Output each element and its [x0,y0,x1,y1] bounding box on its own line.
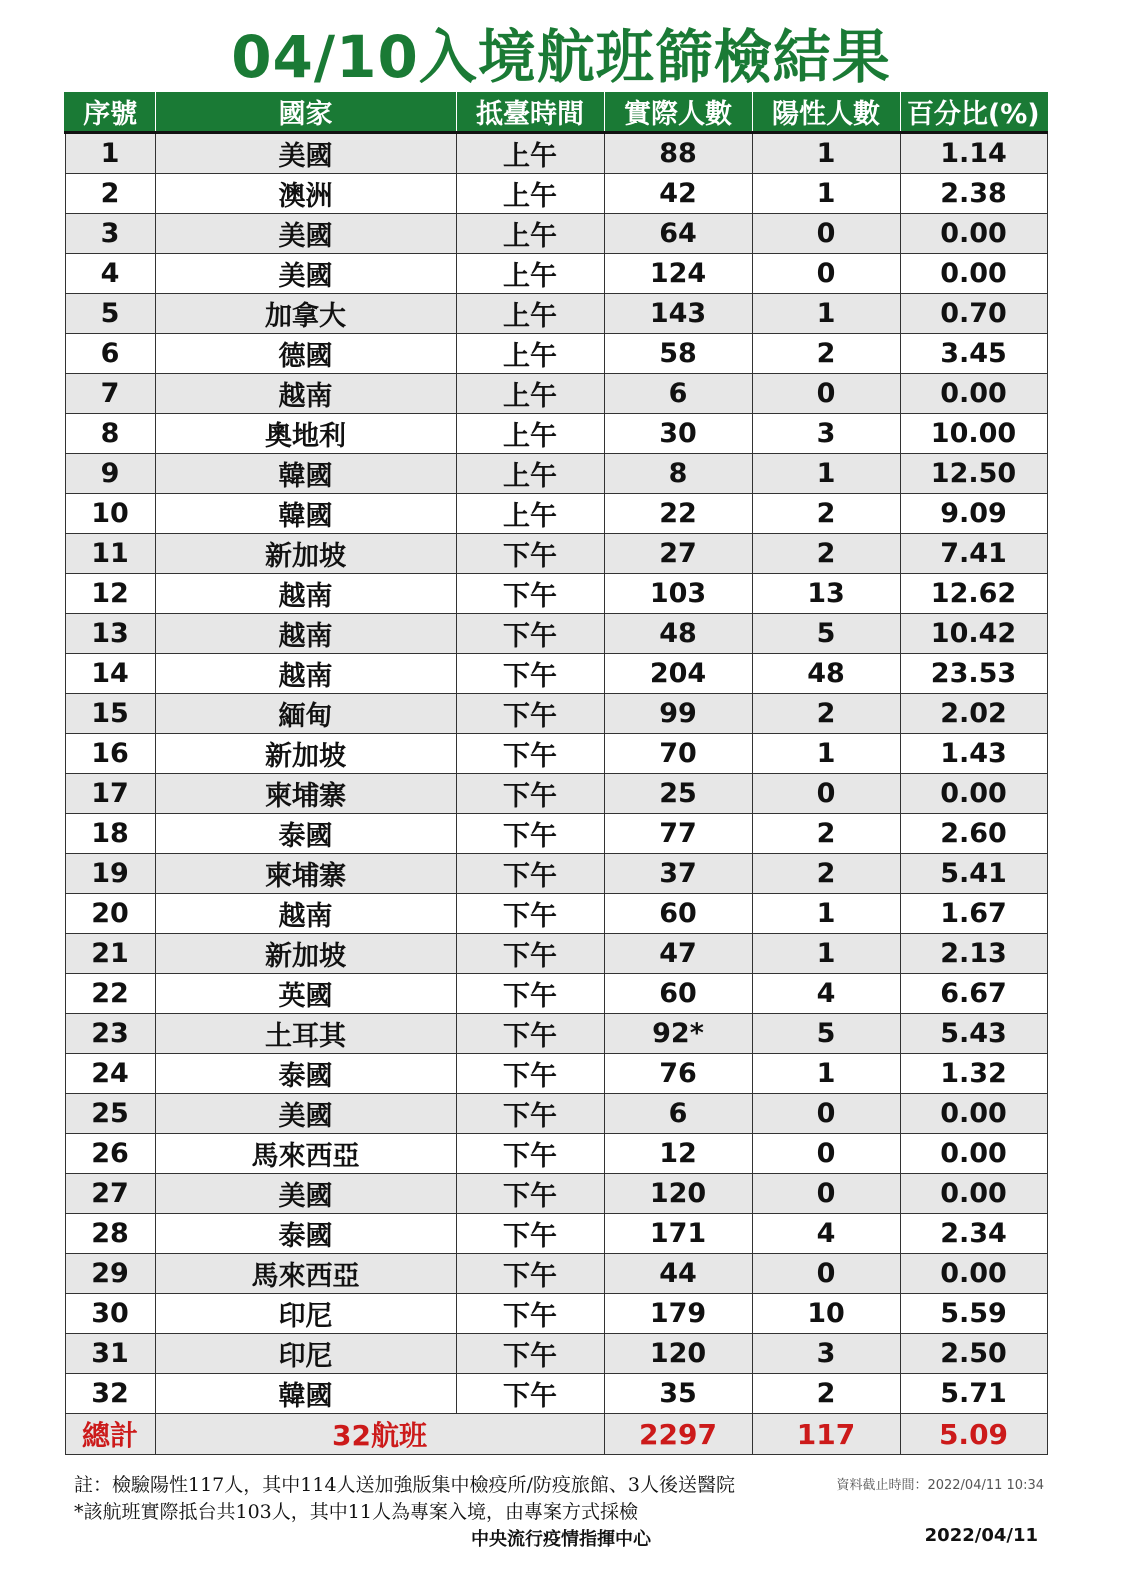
cell-positive-count: 2 [752,814,900,854]
cell-actual-count: 48 [604,614,752,654]
table-row [65,133,1047,174]
total-percent: 5.09 [900,1414,1047,1455]
cell-serial: 17 [65,774,155,814]
cell-arrival-time: 上午 [456,494,604,534]
cell-country: 美國 [155,254,456,294]
cell-serial: 6 [65,334,155,374]
cell-serial: 15 [65,694,155,734]
cell-percentage: 23.53 [900,654,1047,694]
cell-serial: 13 [65,614,155,654]
cell-actual-count: 77 [604,814,752,854]
header-arrival-time: 抵臺時間 [456,92,604,133]
cell-arrival-time: 上午 [456,414,604,454]
cell-country: 越南 [155,614,456,654]
cell-arrival-time: 上午 [456,374,604,414]
cell-arrival-time: 下午 [456,974,604,1014]
cell-positive-count: 0 [752,1094,900,1134]
cell-arrival-time: 下午 [456,1214,604,1254]
cell-serial: 7 [65,374,155,414]
cell-percentage: 0.00 [900,1094,1047,1134]
page-title: 04/10入境航班篩檢結果 [231,23,891,91]
cell-serial: 16 [65,734,155,774]
cell-positive-count: 3 [752,1334,900,1374]
cell-country: 泰國 [155,1214,456,1254]
cell-percentage: 5.71 [900,1374,1047,1414]
cell-arrival-time: 上午 [456,334,604,374]
table-row [65,934,1047,974]
cell-positive-count: 1 [752,133,900,174]
cell-positive-count: 2 [752,494,900,534]
cell-serial: 8 [65,414,155,454]
data-cutoff-time: 資料截止時間：2022/04/11 10:34 [836,1478,1044,1493]
cell-actual-count: 30 [604,414,752,454]
cell-arrival-time: 下午 [456,614,604,654]
cell-positive-count: 1 [752,734,900,774]
cell-percentage: 2.13 [900,934,1047,974]
cell-positive-count: 4 [752,974,900,1014]
cell-serial: 30 [65,1294,155,1334]
cell-percentage: 2.60 [900,814,1047,854]
cell-actual-count: 58 [604,334,752,374]
cell-country: 奧地利 [155,414,456,454]
cell-arrival-time: 下午 [456,774,604,814]
cell-serial: 20 [65,894,155,934]
cell-actual-count: 37 [604,854,752,894]
cell-country: 美國 [155,133,456,174]
cell-actual-count: 60 [604,974,752,1014]
cell-country: 緬甸 [155,694,456,734]
table-row [65,214,1047,254]
table-row [65,734,1047,774]
cell-positive-count: 2 [752,1374,900,1414]
cell-percentage: 0.00 [900,214,1047,254]
cell-positive-count: 2 [752,694,900,734]
cell-arrival-time: 下午 [456,814,604,854]
cell-positive-count: 1 [752,894,900,934]
table-row [65,374,1047,414]
cell-arrival-time: 下午 [456,1134,604,1174]
cell-arrival-time: 下午 [456,1254,604,1294]
cell-actual-count: 76 [604,1054,752,1094]
cell-actual-count: 6 [604,1094,752,1134]
footnotes [74,1472,735,1526]
cell-arrival-time: 下午 [456,534,604,574]
cell-serial: 32 [65,1374,155,1414]
cell-positive-count: 1 [752,1054,900,1094]
total-row [65,1414,1047,1455]
cell-percentage: 12.50 [900,454,1047,494]
cell-arrival-time: 上午 [456,454,604,494]
cell-serial: 31 [65,1334,155,1374]
cell-country: 加拿大 [155,294,456,334]
cell-actual-count: 47 [604,934,752,974]
cell-serial: 28 [65,1214,155,1254]
cell-country: 美國 [155,214,456,254]
cell-country: 新加坡 [155,934,456,974]
cell-positive-count: 0 [752,1254,900,1294]
cell-country: 韓國 [155,454,456,494]
table-row [65,774,1047,814]
cell-positive-count: 2 [752,854,900,894]
cell-positive-count: 0 [752,374,900,414]
cell-serial: 2 [65,174,155,214]
cell-country: 德國 [155,334,456,374]
cell-serial: 3 [65,214,155,254]
cell-serial: 26 [65,1134,155,1174]
issuing-agency: 中央流行疫情指揮中心 [471,1529,651,1550]
cell-percentage: 10.42 [900,614,1047,654]
cell-positive-count: 13 [752,574,900,614]
cell-serial: 14 [65,654,155,694]
cell-arrival-time: 下午 [456,654,604,694]
cell-positive-count: 1 [752,174,900,214]
cell-actual-count: 92* [604,1014,752,1054]
cell-serial: 23 [65,1014,155,1054]
cell-arrival-time: 下午 [456,1054,604,1094]
cell-percentage: 2.50 [900,1334,1047,1374]
total-positive: 117 [752,1414,900,1455]
cell-serial: 9 [65,454,155,494]
cell-arrival-time: 下午 [456,934,604,974]
cell-positive-count: 2 [752,334,900,374]
cell-arrival-time: 下午 [456,894,604,934]
table-row [65,854,1047,894]
cell-arrival-time: 上午 [456,214,604,254]
cell-positive-count: 2 [752,534,900,574]
cell-actual-count: 204 [604,654,752,694]
header-country: 國家 [155,92,456,133]
table-row [65,1014,1047,1054]
cell-positive-count: 48 [752,654,900,694]
cell-positive-count: 10 [752,1294,900,1334]
cell-actual-count: 143 [604,294,752,334]
cell-percentage: 12.62 [900,574,1047,614]
cell-arrival-time: 下午 [456,1174,604,1214]
cell-country: 馬來西亞 [155,1134,456,1174]
cell-percentage: 0.00 [900,374,1047,414]
cell-country: 越南 [155,894,456,934]
cell-positive-count: 4 [752,1214,900,1254]
cell-country: 韓國 [155,1374,456,1414]
cell-percentage: 0.00 [900,1134,1047,1174]
cell-percentage: 7.41 [900,534,1047,574]
cell-serial: 12 [65,574,155,614]
table-row [65,694,1047,734]
cell-percentage: 2.38 [900,174,1047,214]
cell-arrival-time: 下午 [456,574,604,614]
cell-percentage: 0.70 [900,294,1047,334]
total-passengers: 2297 [604,1414,752,1455]
cell-actual-count: 60 [604,894,752,934]
cell-serial: 11 [65,534,155,574]
header-positive-count: 陽性人數 [752,92,900,133]
cell-actual-count: 120 [604,1174,752,1214]
table-row [65,1174,1047,1214]
publish-date: 2022/04/11 [924,1525,1038,1546]
cell-country: 印尼 [155,1294,456,1334]
cell-country: 越南 [155,574,456,614]
cell-percentage: 9.09 [900,494,1047,534]
table-row [65,1334,1047,1374]
cell-country: 新加坡 [155,534,456,574]
table-row [65,1214,1047,1254]
table-row [65,654,1047,694]
footnote-positive-disposition: 註：檢驗陽性117人，其中114人送加強版集中檢疫所/防疫旅館、3人後送醫院 [74,1474,736,1496]
cell-percentage: 1.32 [900,1054,1047,1094]
table-row [65,1134,1047,1174]
cell-country: 土耳其 [155,1014,456,1054]
table-row [65,494,1047,534]
cell-percentage: 1.67 [900,894,1047,934]
cell-actual-count: 70 [604,734,752,774]
table-row [65,414,1047,454]
cell-percentage: 6.67 [900,974,1047,1014]
table-body [65,133,1047,1414]
cell-percentage: 2.02 [900,694,1047,734]
total-flights: 32航班 [155,1414,604,1455]
cell-actual-count: 12 [604,1134,752,1174]
table-row [65,534,1047,574]
cell-arrival-time: 下午 [456,694,604,734]
cell-arrival-time: 上午 [456,174,604,214]
cell-percentage: 1.14 [900,133,1047,174]
cell-serial: 25 [65,1094,155,1134]
cell-serial: 1 [65,133,155,174]
cell-country: 越南 [155,654,456,694]
cell-arrival-time: 下午 [456,854,604,894]
cell-percentage: 0.00 [900,1174,1047,1214]
cell-serial: 19 [65,854,155,894]
cell-serial: 27 [65,1174,155,1214]
cell-percentage: 10.00 [900,414,1047,454]
screening-results-table [64,92,1048,1455]
footnote-flight-asterisk: *該航班實際抵台共103人，其中11人為專案入境，由專案方式採檢 [74,1501,638,1523]
table-row [65,454,1047,494]
cell-country: 印尼 [155,1334,456,1374]
cell-actual-count: 99 [604,694,752,734]
cell-country: 韓國 [155,494,456,534]
table-row [65,294,1047,334]
cell-actual-count: 88 [604,133,752,174]
cell-positive-count: 1 [752,934,900,974]
cell-arrival-time: 下午 [456,1334,604,1374]
cell-percentage: 0.00 [900,254,1047,294]
cell-country: 泰國 [155,814,456,854]
cell-positive-count: 3 [752,414,900,454]
header-serial: 序號 [65,92,155,133]
cell-country: 美國 [155,1094,456,1134]
table-row [65,174,1047,214]
cell-positive-count: 0 [752,774,900,814]
cell-actual-count: 64 [604,214,752,254]
cell-arrival-time: 下午 [456,1014,604,1054]
cell-percentage: 0.00 [900,1254,1047,1294]
table-row [65,1294,1047,1334]
cell-percentage: 5.41 [900,854,1047,894]
cell-country: 越南 [155,374,456,414]
cell-positive-count: 1 [752,294,900,334]
cell-actual-count: 179 [604,1294,752,1334]
table-header-row [65,92,1047,133]
cell-positive-count: 0 [752,1174,900,1214]
cell-arrival-time: 下午 [456,734,604,774]
table-row [65,814,1047,854]
cell-percentage: 5.43 [900,1014,1047,1054]
cell-actual-count: 42 [604,174,752,214]
cell-serial: 22 [65,974,155,1014]
cell-actual-count: 6 [604,374,752,414]
cell-serial: 5 [65,294,155,334]
cell-arrival-time: 上午 [456,254,604,294]
cell-percentage: 2.34 [900,1214,1047,1254]
cell-actual-count: 44 [604,1254,752,1294]
cell-country: 澳洲 [155,174,456,214]
cell-actual-count: 8 [604,454,752,494]
cell-actual-count: 171 [604,1214,752,1254]
table-row [65,334,1047,374]
cell-country: 美國 [155,1174,456,1214]
table-row [65,574,1047,614]
cell-actual-count: 22 [604,494,752,534]
table-row [65,1054,1047,1094]
cell-percentage: 3.45 [900,334,1047,374]
table-row [65,1374,1047,1414]
cell-country: 泰國 [155,1054,456,1094]
table-row [65,614,1047,654]
cell-country: 柬埔寨 [155,854,456,894]
table-row [65,254,1047,294]
cell-country: 柬埔寨 [155,774,456,814]
cell-serial: 18 [65,814,155,854]
cell-actual-count: 27 [604,534,752,574]
table-row [65,1254,1047,1294]
cell-country: 馬來西亞 [155,1254,456,1294]
cell-positive-count: 0 [752,254,900,294]
table-row [65,1094,1047,1134]
cell-arrival-time: 下午 [456,1374,604,1414]
cell-country: 英國 [155,974,456,1014]
cell-actual-count: 103 [604,574,752,614]
cell-arrival-time: 下午 [456,1094,604,1134]
table-row [65,894,1047,934]
cell-serial: 10 [65,494,155,534]
cell-actual-count: 120 [604,1334,752,1374]
table-row [65,974,1047,1014]
cell-arrival-time: 下午 [456,1294,604,1334]
total-label: 總計 [65,1414,155,1455]
cell-serial: 29 [65,1254,155,1294]
cell-percentage: 5.59 [900,1294,1047,1334]
cell-positive-count: 5 [752,1014,900,1054]
cell-serial: 4 [65,254,155,294]
cell-country: 新加坡 [155,734,456,774]
cell-positive-count: 0 [752,1134,900,1174]
cell-positive-count: 1 [752,454,900,494]
cell-positive-count: 0 [752,214,900,254]
cell-arrival-time: 上午 [456,133,604,174]
cell-actual-count: 25 [604,774,752,814]
cell-percentage: 1.43 [900,734,1047,774]
cell-serial: 24 [65,1054,155,1094]
cell-actual-count: 124 [604,254,752,294]
header-percentage: 百分比(%) [900,92,1047,133]
cell-positive-count: 5 [752,614,900,654]
header-actual-count: 實際人數 [604,92,752,133]
cell-serial: 21 [65,934,155,974]
cell-actual-count: 35 [604,1374,752,1414]
cell-percentage: 0.00 [900,774,1047,814]
cell-arrival-time: 上午 [456,294,604,334]
